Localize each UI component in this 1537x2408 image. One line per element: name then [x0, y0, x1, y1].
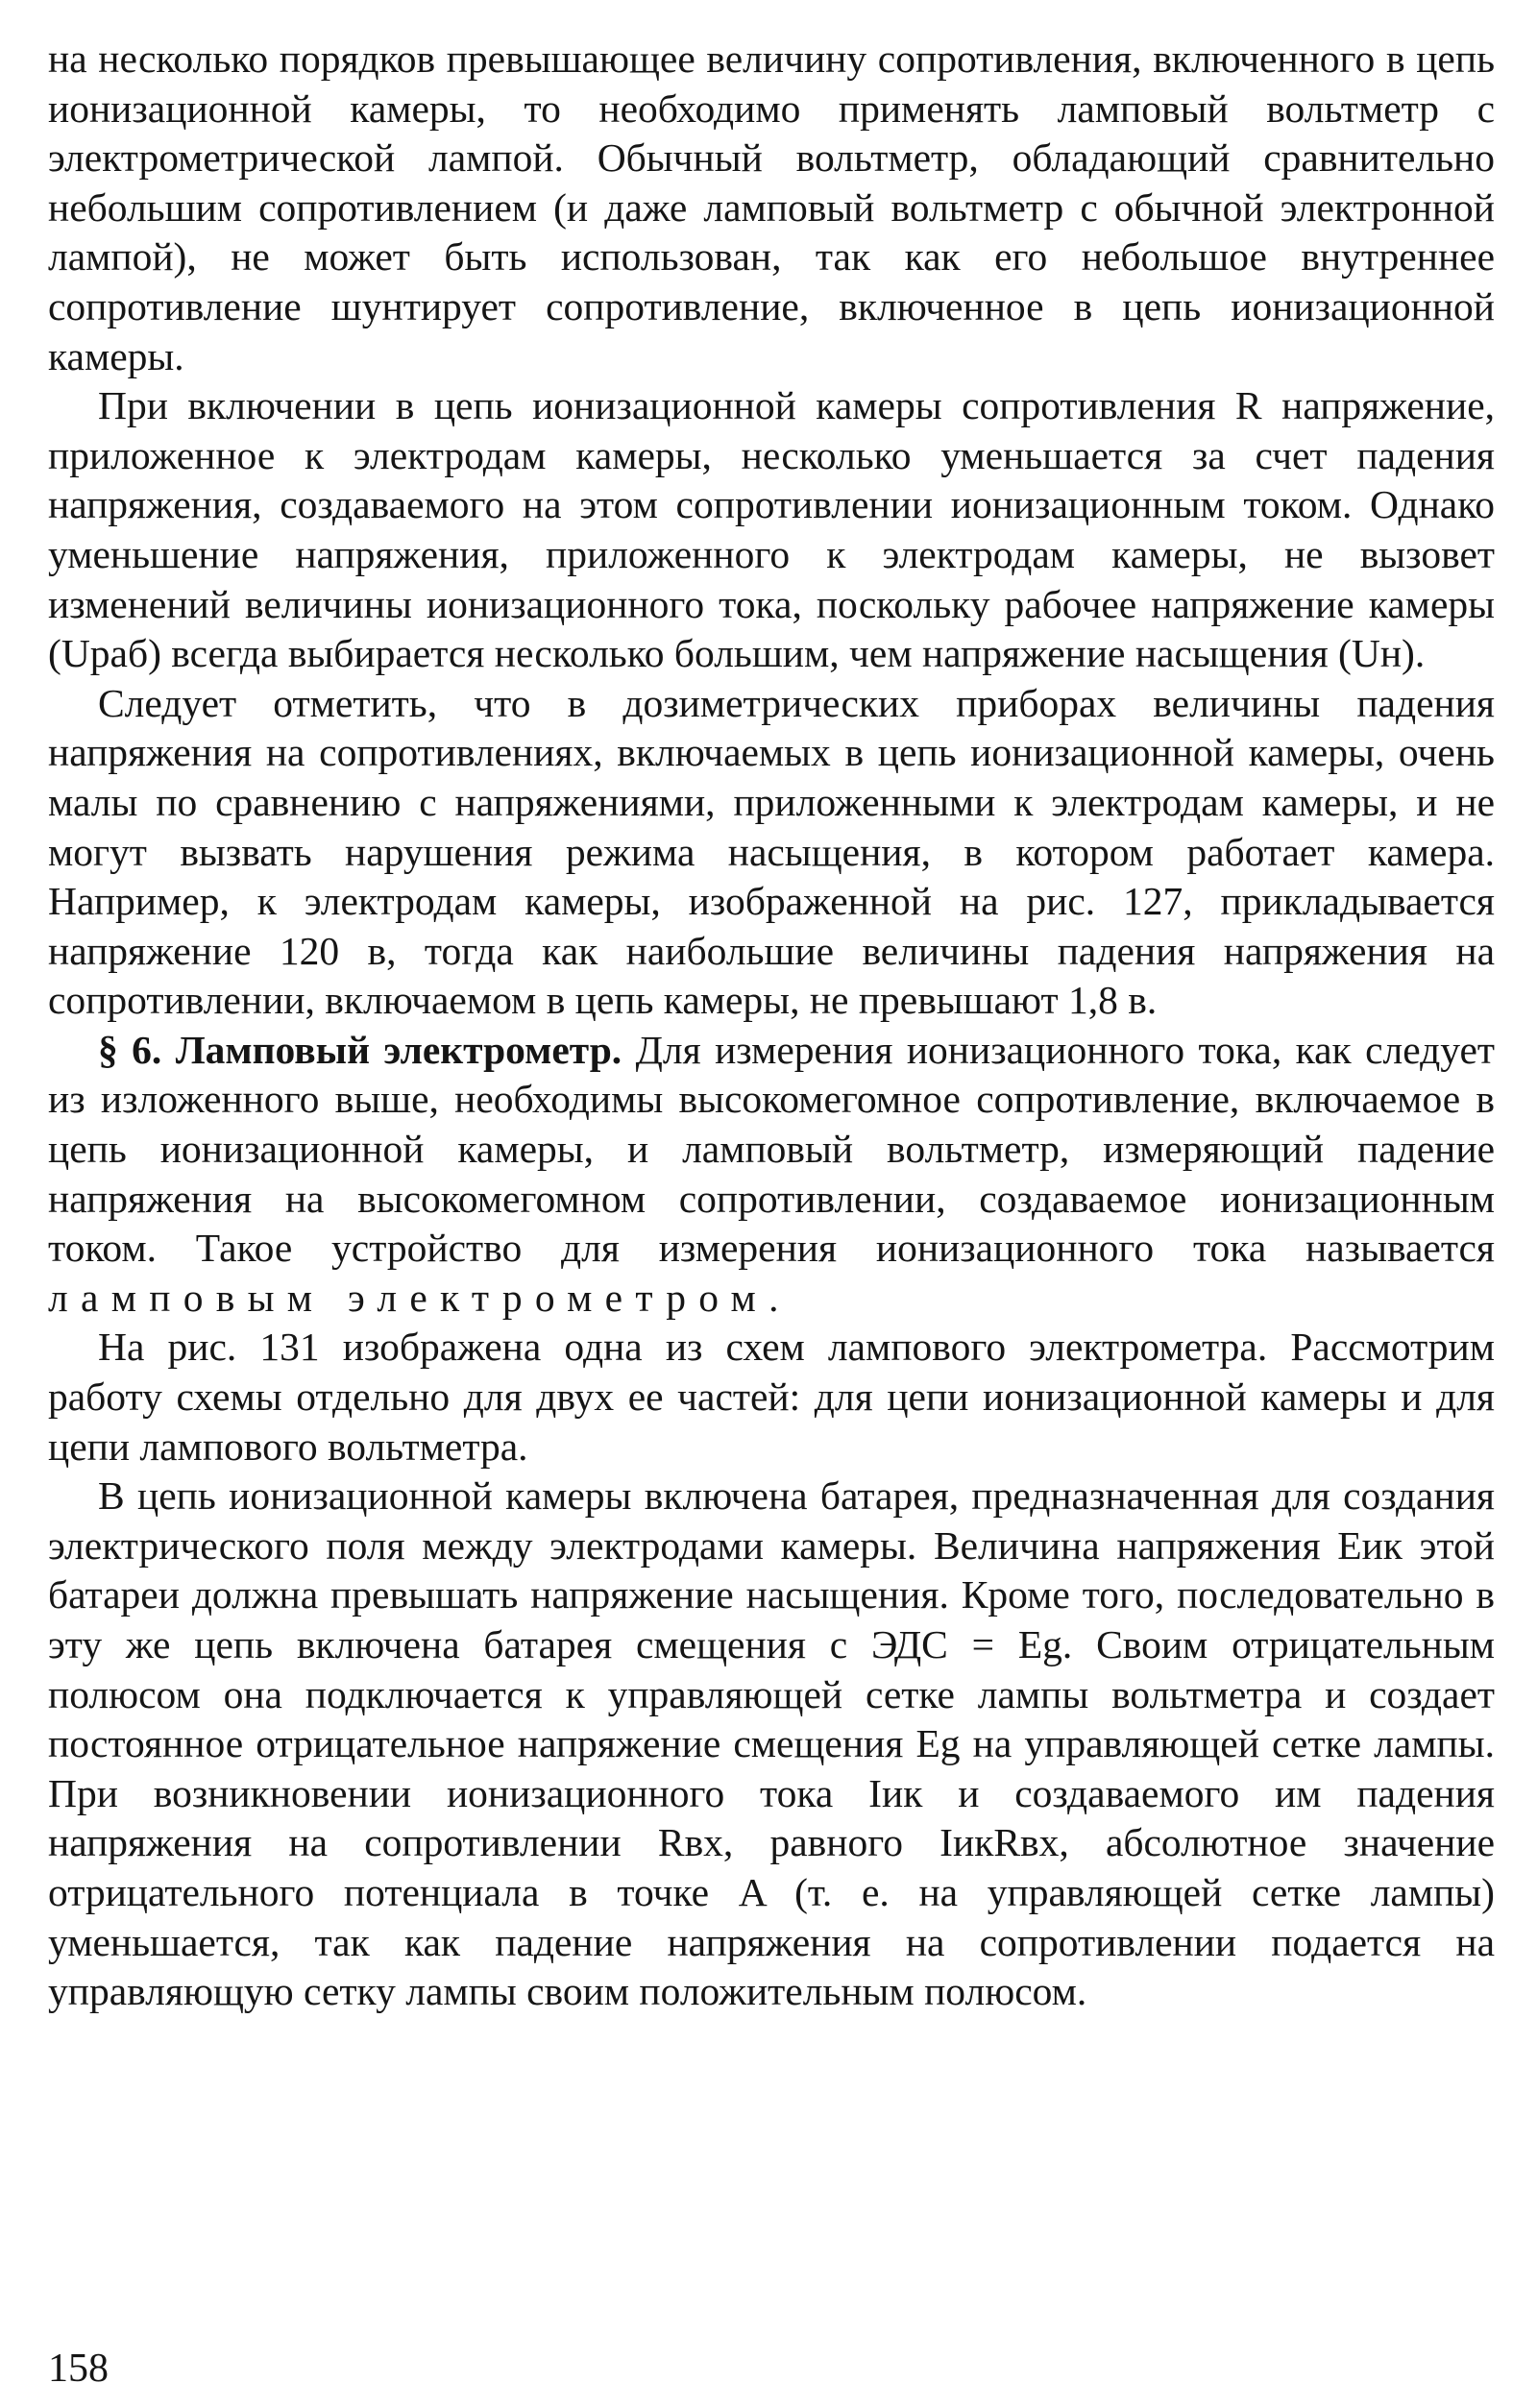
page-number: 158: [48, 2347, 109, 2391]
paragraph-6: В цепь ионизационной камеры включена батарея, предназначенная для создания электрического поля между электродами камеры. Величина напряжения Eик этой батареи должна превышать напряжение насыщения. Кроме того, последовательно в эту же цепь включена батарея смещения с ЭДС = Eg. Своим отрицательным полюсом она подключается к управляющей сетке лампы вольтметра и создает постоянное отрицательное напряжение смещения Eg на управляющей сетке лампы. При возникновении ионизационного тока Iик и создаваемого им падения напряжения на сопротивлении Rвх, равного IикRвх, абсолютное значение отрицательного потенциала в точке A (т. е. на управляющей сетке лампы) уменьшается, так как падение напряжения на сопротивлении подается на управляющую сетку лампы своим положительным полюсом.: [48, 1473, 1495, 2014]
paragraph-3: Следует отметить, что в дозиметрических приборах величины падения напряжения на сопротивлениях, включаемых в цепь ионизационной камеры, очень малы по сравнению с напряжениями, приложенными к электродам камеры, и не могут вызвать нарушения режима насыщения, в котором работает камера. Например, к электродам камеры, изображенной на рис. 127, прикладывается напряжение 120 в, тогда как наибольшие величины падения напряжения на сопротивлении, включаемом в цепь камеры, не превышают 1,8 в.: [48, 680, 1495, 1023]
paragraph-2: При включении в цепь ионизационной камеры сопротивления R напряжение, приложенное к электродам камеры, несколько уменьшается за счет падения напряжения, создаваемого на этом сопротивлении ионизационным током. Однако уменьшение напряжения, приложенного к электродам камеры, не вызовет изменений величины ионизационного тока, поскольку рабочее напряжение камеры (Uраб) всегда выбирается несколько большим, чем напряжение насыщения (Uн).: [48, 383, 1495, 676]
paragraph-5: На рис. 131 изображена одна из схем лампового электрометра. Рассмотрим работу схемы отдельно для двух ее частей: для цепи ионизационной камеры и для цепи лампового вольтметра.: [48, 1325, 1495, 1469]
paragraph-1: на несколько порядков превышающее величину сопротивления, включенного в цепь ионизационной камеры, то необходимо применять ламповый вольтметр с электрометрической лампой. Обычный вольтметр, обладающий сравнительно небольшим сопротивлением (и даже ламповый вольтметр с обычной электронной лампой), не может быть использован, так как его небольшое внутреннее сопротивление шунтирует сопротивление, включенное в цепь ионизационной камеры.: [48, 36, 1495, 378]
section-heading: § 6. Ламповый электрометр.: [98, 1027, 622, 1072]
section-paragraph: [48, 1026, 1495, 1324]
section-term: ламповым электрометром.: [48, 1275, 792, 1320]
section-text: Для измерения ионизационного тока, как следует из изложенного выше, необходимы высокомегомное сопротивление, включаемое в цепь ионизационной камеры, и ламповый вольтметр, измеряющий падение напряжения на высокомегомном сопротивлении, создаваемое ионизационным током. Такое устройство для измерения ионизационного тока называется: [48, 1027, 1495, 1271]
